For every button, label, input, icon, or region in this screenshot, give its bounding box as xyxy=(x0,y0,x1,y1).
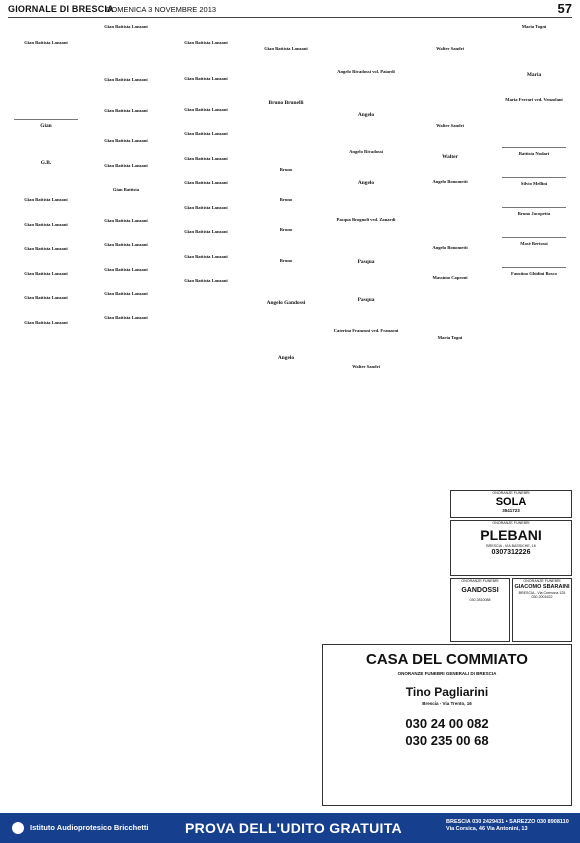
obituary-name: G.B. xyxy=(40,160,52,167)
obituary-name: Gian Battista Lanzani xyxy=(24,319,68,325)
obituary-name: Gian Battista Lanzani xyxy=(184,39,228,45)
obituary-name: Gian Battista Lanzani xyxy=(104,290,148,296)
obituary-name: Angelo Rivadossi vol. Paiardi xyxy=(337,69,395,75)
obituary-name: Maria Ferrari ved. Venzolani xyxy=(505,97,563,103)
obituary-name: Gian Battista Lanzani xyxy=(104,266,148,272)
ad-caption: ONORANZE FUNEBRI xyxy=(492,521,530,525)
footer-phones: BRESCIA 030 2429431 • SAREZZO 030 8908110 xyxy=(446,819,569,825)
obituary-name: Bruno Jacopetta xyxy=(517,210,551,216)
ad-brand: SOLA xyxy=(495,495,527,508)
separator xyxy=(502,237,566,238)
ad-phone-2: 030 235 00 68 xyxy=(405,733,489,748)
obituary-name: Gian Battista Lanzani xyxy=(104,23,148,29)
obituary-name: Gian Battista Lanzani xyxy=(24,221,68,227)
obituary-name: Maria xyxy=(526,72,542,79)
ad-brand: GANDOSSI xyxy=(461,586,499,594)
footer-addresses: Via Corsica, 46 Via Antonini, 13 xyxy=(446,826,528,833)
ad-gandossi xyxy=(450,578,510,642)
obituary-name: Gian Battista Lanzani xyxy=(184,155,228,161)
obituary-name: Angelo Rivadossi xyxy=(349,148,383,154)
obituary-name: Gian Battista Lanzani xyxy=(264,45,308,51)
obituary-name: Walter xyxy=(442,154,458,161)
ear-logo-icon xyxy=(12,822,24,834)
ad-phone-1: 030 24 00 082 xyxy=(405,716,489,731)
obituary-name: Gian Battista xyxy=(112,187,140,193)
column-4 xyxy=(248,22,324,807)
obituary-name: Faustino Ghidini Bosco xyxy=(511,270,557,276)
ad-giacomo xyxy=(512,578,572,642)
column-7 xyxy=(496,22,572,492)
ad-brand: CASA DEL COMMIATO xyxy=(366,651,528,668)
obituary-name: Gian Battista Lanzani xyxy=(24,295,68,301)
obituary-name: Gian Battista Lanzani xyxy=(104,242,148,248)
obituary-name: Bruno Brunelli xyxy=(268,100,304,107)
obituary-name: Bruno xyxy=(279,197,293,202)
footer-institute-name: Istituto Audioprotesico Bricchetti xyxy=(30,823,149,832)
obituary-name: Angelo xyxy=(357,112,375,119)
ad-address: BRESCIA - VIA BASSICHE, 16 xyxy=(486,543,536,548)
obituary-name: Gian Battista Lanzani xyxy=(104,107,148,113)
obituary-name: Bruno xyxy=(279,166,293,172)
obituary-name: Pasqua xyxy=(357,259,375,266)
obituary-name: Angelo Bonometti xyxy=(432,179,468,185)
footer-contacts xyxy=(446,819,569,833)
ad-plebani xyxy=(450,520,572,576)
obituary-name: Gian Battista Lanzani xyxy=(24,39,68,45)
obituary-name: Gian Battista Lanzani xyxy=(184,76,228,82)
ad-address: BRESCIA - Via Cremona 125 xyxy=(518,590,566,595)
obituary-name: Maria Togni xyxy=(437,335,463,341)
issue-date: DOMENICA 3 NOVEMBRE 2013 xyxy=(106,5,217,14)
page-number: 57 xyxy=(557,1,572,16)
ad-brand: GIACOMO SBARAINI xyxy=(514,583,570,590)
obituary-name: Gian Battista Lanzani xyxy=(104,315,148,321)
ad-brand: PLEBANI xyxy=(480,526,542,543)
obituary-name: Gian Battista Lanzani xyxy=(184,278,228,284)
obituary-name: Bruno xyxy=(279,227,293,233)
obituary-name: Angelo xyxy=(277,355,295,362)
ad-subtitle: ONORANZE FUNEBRI GENERALI DI BRESCIA xyxy=(397,671,497,676)
obituary-name: Mosè Bertossi xyxy=(520,240,548,246)
footer-banner xyxy=(0,813,580,843)
obituary-name: Gian Battista Lanzani xyxy=(24,246,68,252)
obituary-name: Gian Battista Lanzani xyxy=(104,217,148,223)
obituary-name: Gian Battista Lanzani xyxy=(184,204,228,210)
obituary-name: Massimo Caproni xyxy=(432,275,468,281)
column-3 xyxy=(168,22,244,807)
separator xyxy=(14,119,78,120)
obituary-name: Gian Battista Lanzani xyxy=(24,270,68,276)
obituary-name: Gian Battista Lanzani xyxy=(184,229,228,235)
ad-address: Brescia - Via Trento, 16 xyxy=(422,701,472,706)
ad-casa-del-commiato xyxy=(322,644,572,806)
obituary-name: Caterina Franzoni ved. Franzoni xyxy=(333,327,399,333)
obituary-name: Angelo Gandossi xyxy=(266,300,306,307)
obituary-name: Walter Sandri xyxy=(436,123,464,129)
funeral-ads xyxy=(366,490,570,808)
column-2 xyxy=(88,22,164,807)
separator xyxy=(502,147,566,148)
obituary-name: Walter Sandri xyxy=(352,363,380,369)
page-header xyxy=(8,3,572,18)
obituary-name: Pasqua xyxy=(357,296,375,303)
obituary-name: Gian xyxy=(40,122,52,129)
obituary-name: Walter Sandri xyxy=(436,45,464,51)
separator xyxy=(502,207,566,208)
obituary-name: Gian Battista Lanzani xyxy=(184,180,228,186)
ad-person: Tino Pagliarini xyxy=(405,685,489,699)
footer-promo: PROVA DELL'UDITO GRATUITA xyxy=(185,820,402,836)
ad-phone: 030 2810088 xyxy=(469,597,491,602)
separator xyxy=(502,177,566,178)
obituary-name: Angelo xyxy=(357,179,375,186)
obituary-name: Gian Battista Lanzani xyxy=(104,138,148,144)
obituary-name: Silvio Mellini xyxy=(520,180,548,186)
obituary-name: Angelo Bonometti xyxy=(432,245,468,251)
ad-caption: ONORANZE FUNEBRI xyxy=(523,579,561,583)
obituary-name: Gian Battista Lanzani xyxy=(184,253,228,259)
ad-phone: 030 2001622 xyxy=(531,595,553,600)
newspaper-title: GIORNALE DI BRESCIA xyxy=(8,4,114,14)
ad-sola xyxy=(450,490,572,518)
separator xyxy=(502,267,566,268)
ad-caption: ONORANZE FUNEBRI xyxy=(461,579,499,583)
obituary-name: Gian Battista Lanzani xyxy=(24,197,68,203)
obituary-name: Maria Togni xyxy=(521,23,547,29)
ad-caption: ONORANZE FUNEBRI xyxy=(492,491,530,495)
ad-phone: 3541723 xyxy=(502,507,520,513)
column-1 xyxy=(8,22,84,807)
obituary-name: Battista Nodari xyxy=(518,150,550,156)
obituary-name: Gian Battista Lanzani xyxy=(104,162,148,168)
obituary-name: Bruno xyxy=(279,257,293,263)
obituary-name: Gian Battista Lanzani xyxy=(104,77,148,83)
obituary-name: Gian Battista Lanzani xyxy=(184,106,228,112)
obituary-name: Gian Battista Lanzani xyxy=(184,131,228,137)
obituary-name: Pasqua Brognoli ved. Zanardi xyxy=(336,216,396,222)
ad-phone: 0307312226 xyxy=(491,549,531,557)
